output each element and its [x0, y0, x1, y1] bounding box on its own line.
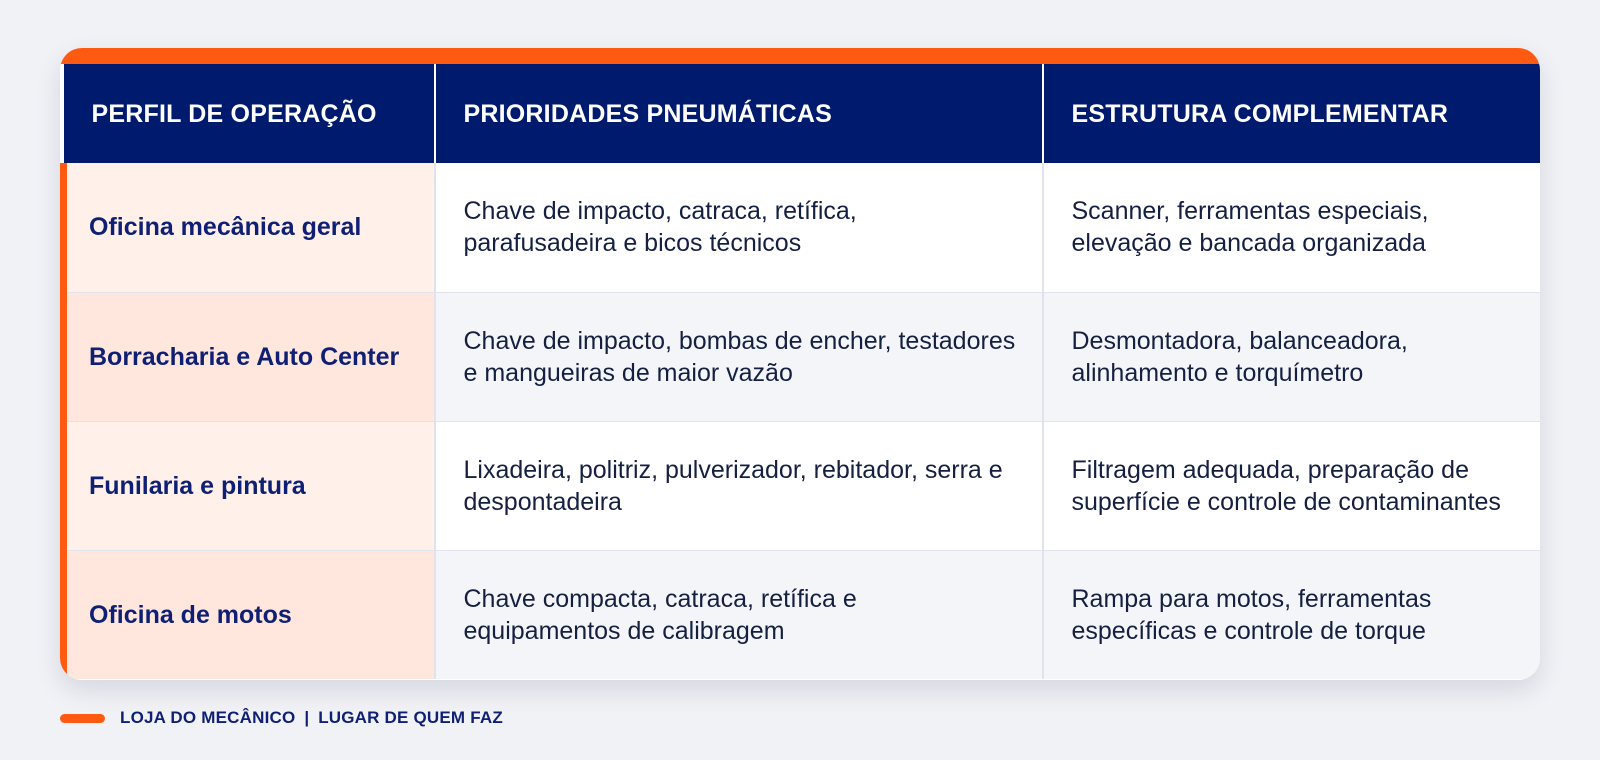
- table-row: [64, 550, 1541, 679]
- row-priorities: Chave de impacto, catraca, retífica, parafusadeira e bicos técnicos: [435, 163, 1043, 292]
- top-accent-bar: [60, 48, 1540, 64]
- row-profile: Oficina de motos: [64, 550, 435, 679]
- header-priorities: PRIORIDADES PNEUMÁTICAS: [435, 64, 1043, 163]
- row-profile: Oficina mecânica geral: [64, 163, 435, 292]
- table-header-row: [64, 64, 1541, 163]
- table-row: [64, 163, 1541, 292]
- row-profile: Borracharia e Auto Center: [64, 292, 435, 421]
- table-row: [64, 292, 1541, 421]
- footer-accent-bar: [60, 714, 105, 723]
- row-structure: Rampa para motos, ferramentas específicas e controle de torque: [1043, 550, 1541, 679]
- footer-brand: LOJA DO MECÂNICO: [120, 708, 296, 727]
- row-priorities: Chave compacta, catraca, retífica e equipamentos de calibragem: [435, 550, 1043, 679]
- footer-separator: |: [304, 708, 310, 727]
- footer-tagline: LUGAR DE QUEM FAZ: [318, 708, 503, 727]
- row-priorities: Lixadeira, politriz, pulverizador, rebitador, serra e despontadeira: [435, 421, 1043, 550]
- row-profile: Funilaria e pintura: [64, 421, 435, 550]
- table-row: [64, 421, 1541, 550]
- row-priorities: Chave de impacto, bombas de encher, testadores e mangueiras de maior vazão: [435, 292, 1043, 421]
- brand-footer: [60, 707, 503, 729]
- operation-profile-table: [60, 64, 1540, 679]
- row-structure: Filtragem adequada, preparação de superfície e controle de contaminantes: [1043, 421, 1541, 550]
- header-profile: PERFIL DE OPERAÇÃO: [64, 64, 435, 163]
- row-structure: Desmontadora, balanceadora, alinhamento e torquímetro: [1043, 292, 1541, 421]
- header-structure: ESTRUTURA COMPLEMENTAR: [1043, 64, 1541, 163]
- row-structure: Scanner, ferramentas especiais, elevação e bancada organizada: [1043, 163, 1541, 292]
- comparison-table-card: [60, 48, 1540, 680]
